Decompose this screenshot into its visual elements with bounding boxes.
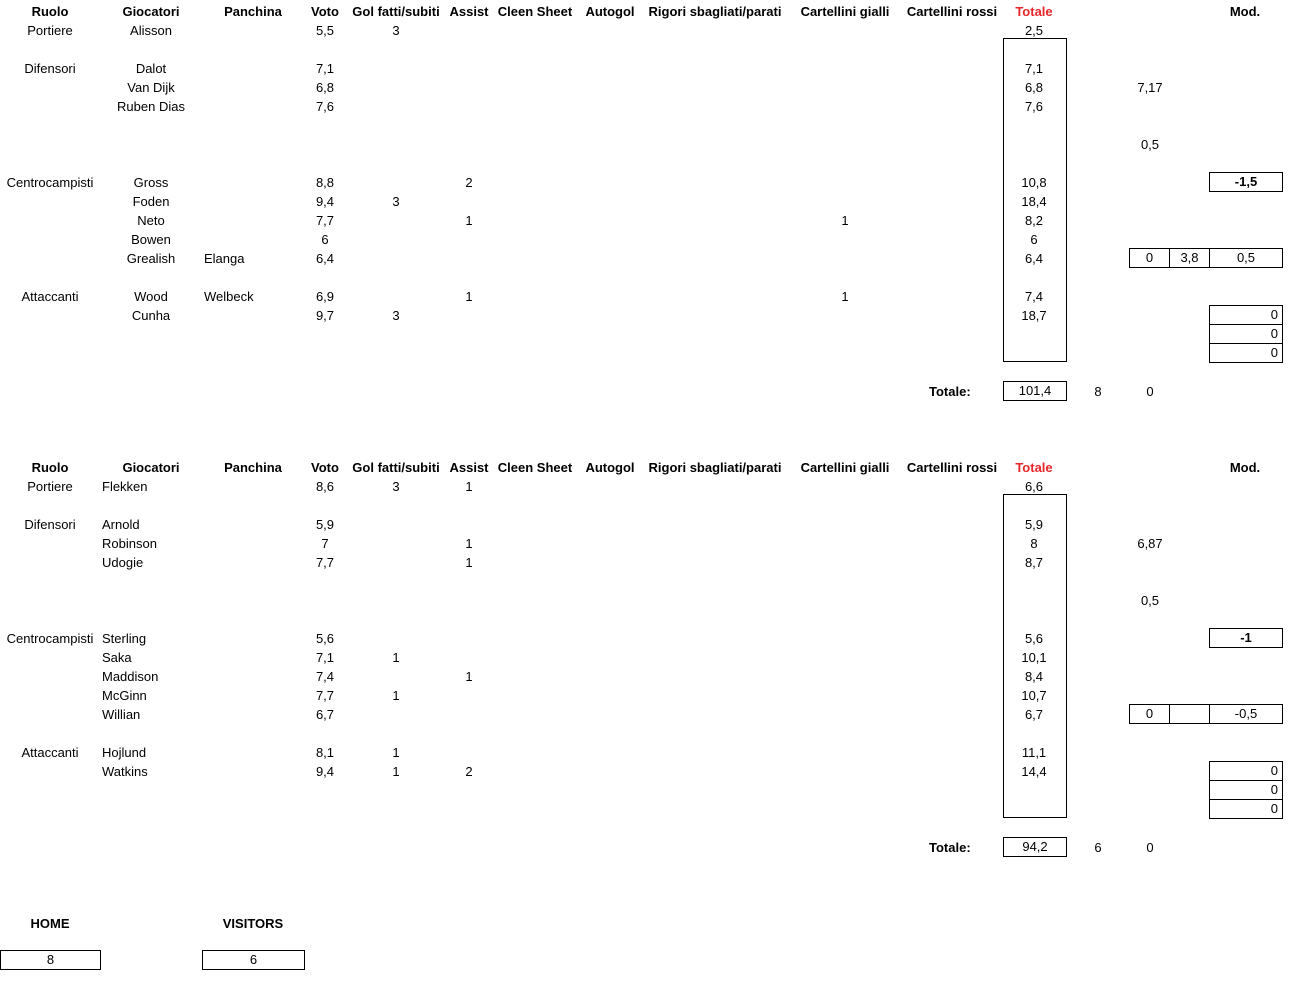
role-portiere: Portiere <box>27 479 73 494</box>
cell-gol[interactable] <box>346 97 446 116</box>
cell-assist[interactable] <box>446 230 492 249</box>
header-mod: Mod. <box>1229 460 1261 475</box>
midfield-cell-b[interactable] <box>1169 704 1210 724</box>
player-name[interactable]: Udogie <box>102 555 144 570</box>
cell-gialli[interactable] <box>788 515 902 534</box>
cell-totale[interactable]: 6,8 <box>1024 80 1044 95</box>
team-extra: 0 <box>1146 840 1154 855</box>
attack-cell[interactable]: 0 <box>1209 761 1283 781</box>
midfield-cell-b[interactable]: 3,8 <box>1169 248 1210 268</box>
cell-voto[interactable]: 6,4 <box>315 251 335 266</box>
cell-totale[interactable]: 11,1 <box>1021 745 1047 760</box>
team-goals: 8 <box>1094 384 1102 399</box>
cell-assist[interactable] <box>446 648 492 667</box>
player-name[interactable]: Watkins <box>102 764 148 779</box>
cell-assist[interactable] <box>446 686 492 705</box>
team-goals: 6 <box>1094 840 1102 855</box>
header-autogol: Autogol <box>585 4 635 19</box>
cell-assist[interactable]: 2 <box>465 764 473 779</box>
cell-assist[interactable] <box>446 59 492 78</box>
cell-totale[interactable]: 6,7 <box>1024 707 1044 722</box>
cell-gialli[interactable] <box>788 192 902 211</box>
cell-voto[interactable]: 8,8 <box>315 175 335 190</box>
cell-assist[interactable] <box>446 78 492 97</box>
header-ruolo: Ruolo <box>31 4 69 19</box>
cell-gialli[interactable] <box>788 667 902 686</box>
midfield-cell-a[interactable]: 0 <box>1129 704 1170 724</box>
cell-gol[interactable]: 3 <box>392 23 400 38</box>
cell-gialli[interactable] <box>788 59 902 78</box>
header-totale: Totale <box>1015 460 1053 475</box>
cell-gol[interactable]: 3 <box>392 479 400 494</box>
cell-gol[interactable] <box>346 705 446 724</box>
cell-voto[interactable]: 6 <box>321 232 329 247</box>
cell-totale[interactable]: 6 <box>1030 232 1038 247</box>
visitors-label: VISITORS <box>222 916 284 931</box>
cell-gol[interactable] <box>346 59 446 78</box>
cell-voto[interactable]: 5,6 <box>315 631 335 646</box>
attack-cell[interactable]: 0 <box>1209 343 1283 363</box>
cell-voto[interactable]: 9,4 <box>315 764 335 779</box>
cell-totale[interactable]: 8,2 <box>1024 213 1044 228</box>
cell-voto[interactable]: 7,1 <box>315 61 335 76</box>
role-attaccanti: Attaccanti <box>21 289 79 304</box>
cell-totale[interactable]: 7,1 <box>1024 61 1044 76</box>
cell-voto[interactable]: 7,7 <box>315 688 335 703</box>
cell-gol[interactable] <box>346 629 446 648</box>
header-assist: Assist <box>449 4 489 19</box>
cell-gialli[interactable] <box>788 173 902 192</box>
role-portiere: Portiere <box>27 23 73 38</box>
team-total-cell[interactable]: 101,4 <box>1003 381 1067 401</box>
header-totale: Totale <box>1015 4 1053 19</box>
cell-assist[interactable]: 1 <box>465 536 473 551</box>
cell-gialli[interactable] <box>788 249 902 268</box>
cell-totale[interactable]: 8,7 <box>1024 555 1044 570</box>
cell-voto[interactable]: 7,4 <box>315 669 335 684</box>
cell-assist[interactable]: 1 <box>465 213 473 228</box>
cell-voto[interactable]: 8,1 <box>315 745 335 760</box>
player-name[interactable]: Sterling <box>102 631 147 646</box>
header-rigori: Rigori sbagliati/parati <box>648 4 782 19</box>
cell-totale[interactable]: 5,9 <box>1024 517 1044 532</box>
role-attaccanti: Attaccanti <box>21 745 79 760</box>
player-name[interactable]: Willian <box>102 707 141 722</box>
header-voto: Voto <box>311 4 339 19</box>
cell-totale[interactable]: 7,6 <box>1024 99 1044 114</box>
cell-voto[interactable]: 7 <box>321 536 329 551</box>
header-ruolo: Ruolo <box>31 460 69 475</box>
bench-player[interactable]: Elanga <box>204 251 245 266</box>
cell-gialli[interactable] <box>788 230 902 249</box>
cell-voto[interactable]: 8,6 <box>315 479 335 494</box>
team-total-cell[interactable]: 94,2 <box>1003 837 1067 857</box>
cell-assist[interactable]: 2 <box>465 175 473 190</box>
cell-totale[interactable]: 6,6 <box>1024 479 1044 494</box>
cell-gialli[interactable] <box>788 78 902 97</box>
header-cleen: Cleen Sheet <box>497 460 573 475</box>
header-rossi: Cartellini rossi <box>906 460 998 475</box>
cell-assist[interactable]: 1 <box>465 669 473 684</box>
cell-assist[interactable] <box>446 629 492 648</box>
midfield-cell-c[interactable]: 0,5 <box>1209 248 1283 268</box>
cell-assist[interactable] <box>446 21 492 40</box>
player-name[interactable]: Maddison <box>102 669 159 684</box>
cell-voto[interactable]: 9,7 <box>315 308 335 323</box>
role-difensori: Difensori <box>24 61 76 76</box>
cell-voto[interactable]: 6,7 <box>315 707 335 722</box>
cell-gialli[interactable] <box>788 477 902 496</box>
attack-cell[interactable]: 0 <box>1209 799 1283 819</box>
defense-modifier-cell[interactable]: -1,5 <box>1209 172 1283 192</box>
player-name[interactable]: Neto <box>137 213 165 228</box>
header-panchina: Panchina <box>224 460 282 475</box>
cell-gialli[interactable] <box>788 743 902 762</box>
player-name[interactable]: Van Dijk <box>127 80 175 95</box>
cell-gol[interactable] <box>346 230 446 249</box>
attack-cell[interactable]: 0 <box>1209 324 1283 344</box>
player-name[interactable]: Robinson <box>102 536 157 551</box>
cell-voto[interactable]: 6,8 <box>315 80 335 95</box>
player-name[interactable]: Hojlund <box>102 745 147 760</box>
player-name[interactable]: Dalot <box>135 61 167 76</box>
cell-gol[interactable]: 3 <box>392 194 400 209</box>
cell-totale[interactable]: 6,4 <box>1024 251 1044 266</box>
cell-voto[interactable]: 7,7 <box>315 555 335 570</box>
cell-assist[interactable] <box>446 743 492 762</box>
cell-voto[interactable]: 6,9 <box>315 289 335 304</box>
cell-gol[interactable] <box>346 78 446 97</box>
player-name[interactable]: Foden <box>132 194 170 209</box>
header-giocatori: Giocatori <box>122 4 180 19</box>
cell-totale[interactable]: 10,8 <box>1021 175 1047 190</box>
cell-gialli[interactable] <box>788 21 902 40</box>
cell-gialli[interactable]: 1 <box>841 289 849 304</box>
player-name[interactable]: Gross <box>133 175 169 190</box>
role-difensori: Difensori <box>24 517 76 532</box>
header-voto: Voto <box>311 460 339 475</box>
cell-gialli[interactable] <box>788 686 902 705</box>
cell-assist[interactable]: 1 <box>465 289 473 304</box>
player-name[interactable]: Bowen <box>131 232 171 247</box>
cell-assist[interactable] <box>446 705 492 724</box>
total-label: Totale: <box>929 840 971 855</box>
header-gol: Gol fatti/subiti <box>352 460 440 475</box>
header-giocatori: Giocatori <box>122 460 180 475</box>
cell-assist[interactable]: 1 <box>465 479 473 494</box>
cell-assist[interactable] <box>446 192 492 211</box>
header-assist: Assist <box>449 460 489 475</box>
cell-gialli[interactable] <box>788 534 902 553</box>
cell-voto[interactable]: 5,5 <box>315 23 335 38</box>
cell-gialli[interactable] <box>788 648 902 667</box>
home-score-cell[interactable]: 8 <box>0 950 101 970</box>
cell-totale[interactable]: 10,7 <box>1021 688 1047 703</box>
player-name[interactable]: Ruben Dias <box>117 99 185 114</box>
header-gialli: Cartellini gialli <box>800 460 890 475</box>
cell-gol[interactable] <box>346 249 446 268</box>
player-name[interactable]: McGinn <box>102 688 147 703</box>
cell-gialli[interactable] <box>788 97 902 116</box>
bench-player[interactable]: Welbeck <box>204 289 254 304</box>
cell-totale[interactable]: 18,7 <box>1021 308 1047 323</box>
cell-totale[interactable]: 2,5 <box>1024 23 1044 38</box>
home-label: HOME <box>30 916 70 931</box>
cell-voto[interactable]: 5,9 <box>315 517 335 532</box>
player-name[interactable]: Alisson <box>130 23 172 38</box>
cell-gol[interactable]: 1 <box>392 650 400 665</box>
cell-assist[interactable] <box>446 97 492 116</box>
role-centrocampisti: Centrocampisti <box>6 175 94 190</box>
defense-bonus: 0,5 <box>1140 137 1160 152</box>
player-name[interactable]: Cunha <box>131 308 171 323</box>
player-name[interactable]: Wood <box>134 289 168 304</box>
cell-gol[interactable]: 1 <box>392 764 400 779</box>
attack-cell[interactable]: 0 <box>1209 780 1283 800</box>
cell-gialli[interactable] <box>788 629 902 648</box>
cell-gol[interactable] <box>346 667 446 686</box>
cell-totale[interactable]: 8 <box>1030 536 1038 551</box>
cell-totale[interactable]: 14,4 <box>1021 764 1047 779</box>
cell-gol[interactable] <box>346 515 446 534</box>
total-label: Totale: <box>929 384 971 399</box>
header-mod: Mod. <box>1229 4 1261 19</box>
header-panchina: Panchina <box>224 4 282 19</box>
cell-voto[interactable]: 7,6 <box>315 99 335 114</box>
header-gol: Gol fatti/subiti <box>352 4 440 19</box>
attack-cell[interactable]: 0 <box>1209 305 1283 325</box>
cell-gol[interactable]: 3 <box>392 308 400 323</box>
cell-gialli[interactable] <box>788 705 902 724</box>
defense-bonus: 0,5 <box>1140 593 1160 608</box>
cell-totale[interactable]: 18,4 <box>1021 194 1047 209</box>
header-autogol: Autogol <box>585 460 635 475</box>
cell-assist[interactable]: 1 <box>465 555 473 570</box>
player-name[interactable]: Saka <box>102 650 132 665</box>
cell-assist[interactable] <box>446 249 492 268</box>
header-gialli: Cartellini gialli <box>800 4 890 19</box>
role-centrocampisti: Centrocampisti <box>6 631 94 646</box>
cell-gialli[interactable] <box>788 553 902 572</box>
cell-gol[interactable]: 1 <box>392 688 400 703</box>
cell-gialli[interactable] <box>788 306 902 325</box>
cell-gol[interactable] <box>346 211 446 230</box>
midfield-cell-a[interactable]: 0 <box>1129 248 1170 268</box>
cell-totale[interactable]: 8,4 <box>1024 669 1044 684</box>
cell-totale[interactable]: 7,4 <box>1024 289 1044 304</box>
cell-gol[interactable] <box>346 534 446 553</box>
cell-totale[interactable]: 10,1 <box>1021 650 1047 665</box>
midfield-cell-c[interactable]: -0,5 <box>1209 704 1283 724</box>
visitors-score-cell[interactable]: 6 <box>202 950 305 970</box>
cell-gol[interactable] <box>346 553 446 572</box>
player-name[interactable]: Arnold <box>102 517 140 532</box>
defense-modifier-cell[interactable]: -1 <box>1209 628 1283 648</box>
cell-voto[interactable]: 7,1 <box>315 650 335 665</box>
cell-assist[interactable] <box>446 306 492 325</box>
cell-gol[interactable]: 1 <box>392 745 400 760</box>
player-name[interactable]: Grealish <box>126 251 176 266</box>
cell-gol[interactable] <box>346 173 446 192</box>
cell-voto[interactable]: 7,7 <box>315 213 335 228</box>
cell-gialli[interactable] <box>788 762 902 781</box>
header-rigori: Rigori sbagliati/parati <box>648 460 782 475</box>
header-rossi: Cartellini rossi <box>906 4 998 19</box>
team-extra: 0 <box>1146 384 1154 399</box>
cell-assist[interactable] <box>446 515 492 534</box>
player-name[interactable]: Flekken <box>102 479 148 494</box>
header-cleen: Cleen Sheet <box>497 4 573 19</box>
defense-average: 6,87 <box>1137 536 1163 551</box>
cell-voto[interactable]: 9,4 <box>315 194 335 209</box>
defense-average: 7,17 <box>1137 80 1163 95</box>
cell-totale[interactable]: 5,6 <box>1024 631 1044 646</box>
cell-gol[interactable] <box>346 287 446 306</box>
cell-gialli[interactable]: 1 <box>841 213 849 228</box>
